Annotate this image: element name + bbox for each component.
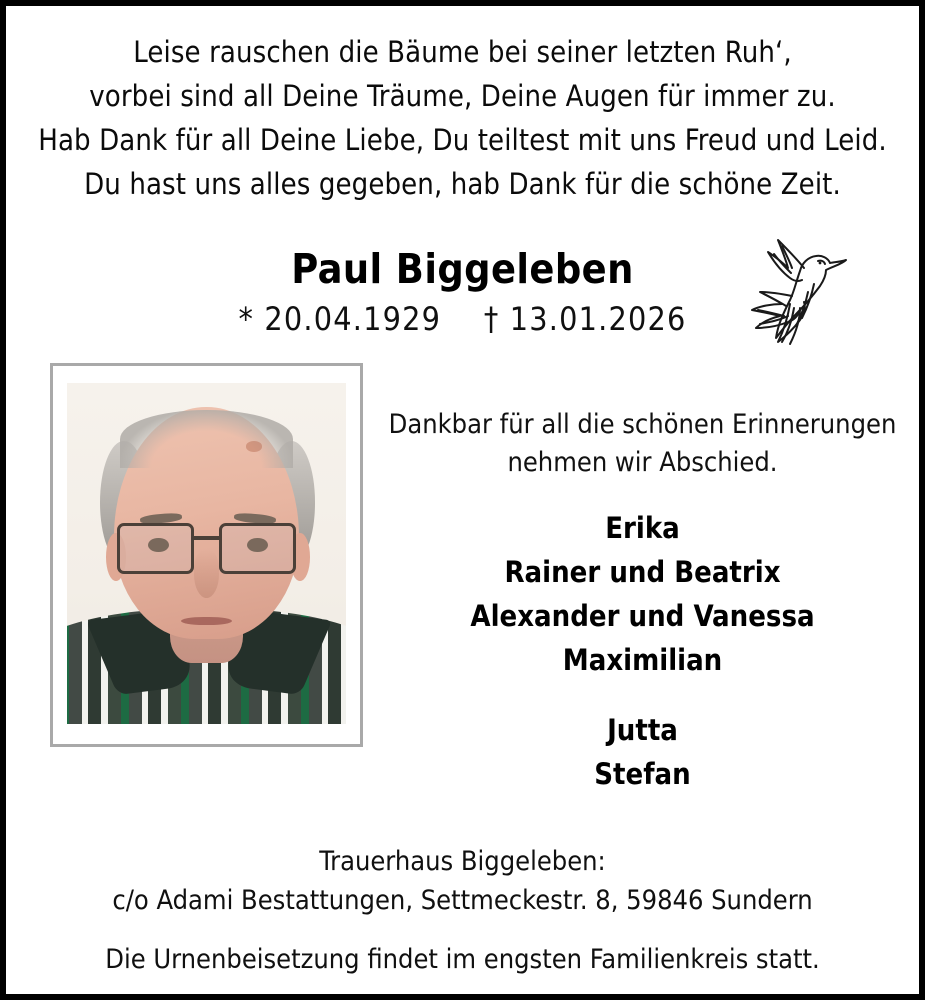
glasses-bridge [194, 536, 219, 540]
death-date: 13.01.2026 [509, 300, 687, 338]
footer-block [6, 842, 919, 979]
survivor-name: Jutta [607, 713, 678, 747]
poem-line: Hab Dank für all Deine Liebe, Du teiltest mit uns Freud und Leid. [38, 123, 887, 157]
survivor-name: Alexander und Vanessa [470, 599, 815, 633]
burial-note: Die Urnenbeisetzung findet im engsten Familienkreis statt. [105, 944, 820, 975]
farewell-block [388, 406, 897, 796]
hair-top [120, 410, 293, 468]
forehead-mark [246, 441, 263, 452]
death-symbol: † [483, 300, 500, 338]
mourning-house-address: c/o Adami Bestattungen, Settmeckestr. 8, 59846 Sundern [112, 885, 813, 916]
glasses-lens-left [117, 523, 194, 574]
survivor-name: Maximilian [562, 643, 723, 677]
deceased-name: Paul Biggeleben [291, 245, 634, 293]
farewell-line: Dankbar für all die schönen Erinnerungen [388, 409, 897, 440]
birth-symbol: * [238, 300, 255, 338]
nose [194, 550, 219, 598]
glasses-lens-right [219, 523, 296, 574]
dove-icon [734, 234, 862, 360]
survivor-name: Rainer und Beatrix [504, 555, 781, 589]
survivor-name: Stefan [594, 757, 691, 791]
mourning-house-label: Trauerhaus Biggeleben: [319, 846, 606, 877]
poem-line: Du hast uns alles gegeben, hab Dank für die schöne Zeit. [84, 167, 841, 201]
survivors-list [388, 506, 897, 796]
poem-line: vorbei sind all Deine Träume, Deine Augen für immer zu. [89, 79, 836, 113]
survivor-name: Erika [605, 511, 680, 545]
birth-date: 20.04.1929 [264, 300, 442, 338]
portrait-photo [67, 383, 346, 724]
poem-block [6, 30, 919, 206]
farewell-line: nehmen wir Abschied. [507, 447, 778, 478]
poem-line: Leise rauschen die Bäume bei seiner letzten Ruh‘, [133, 35, 792, 69]
portrait-frame [50, 363, 363, 747]
